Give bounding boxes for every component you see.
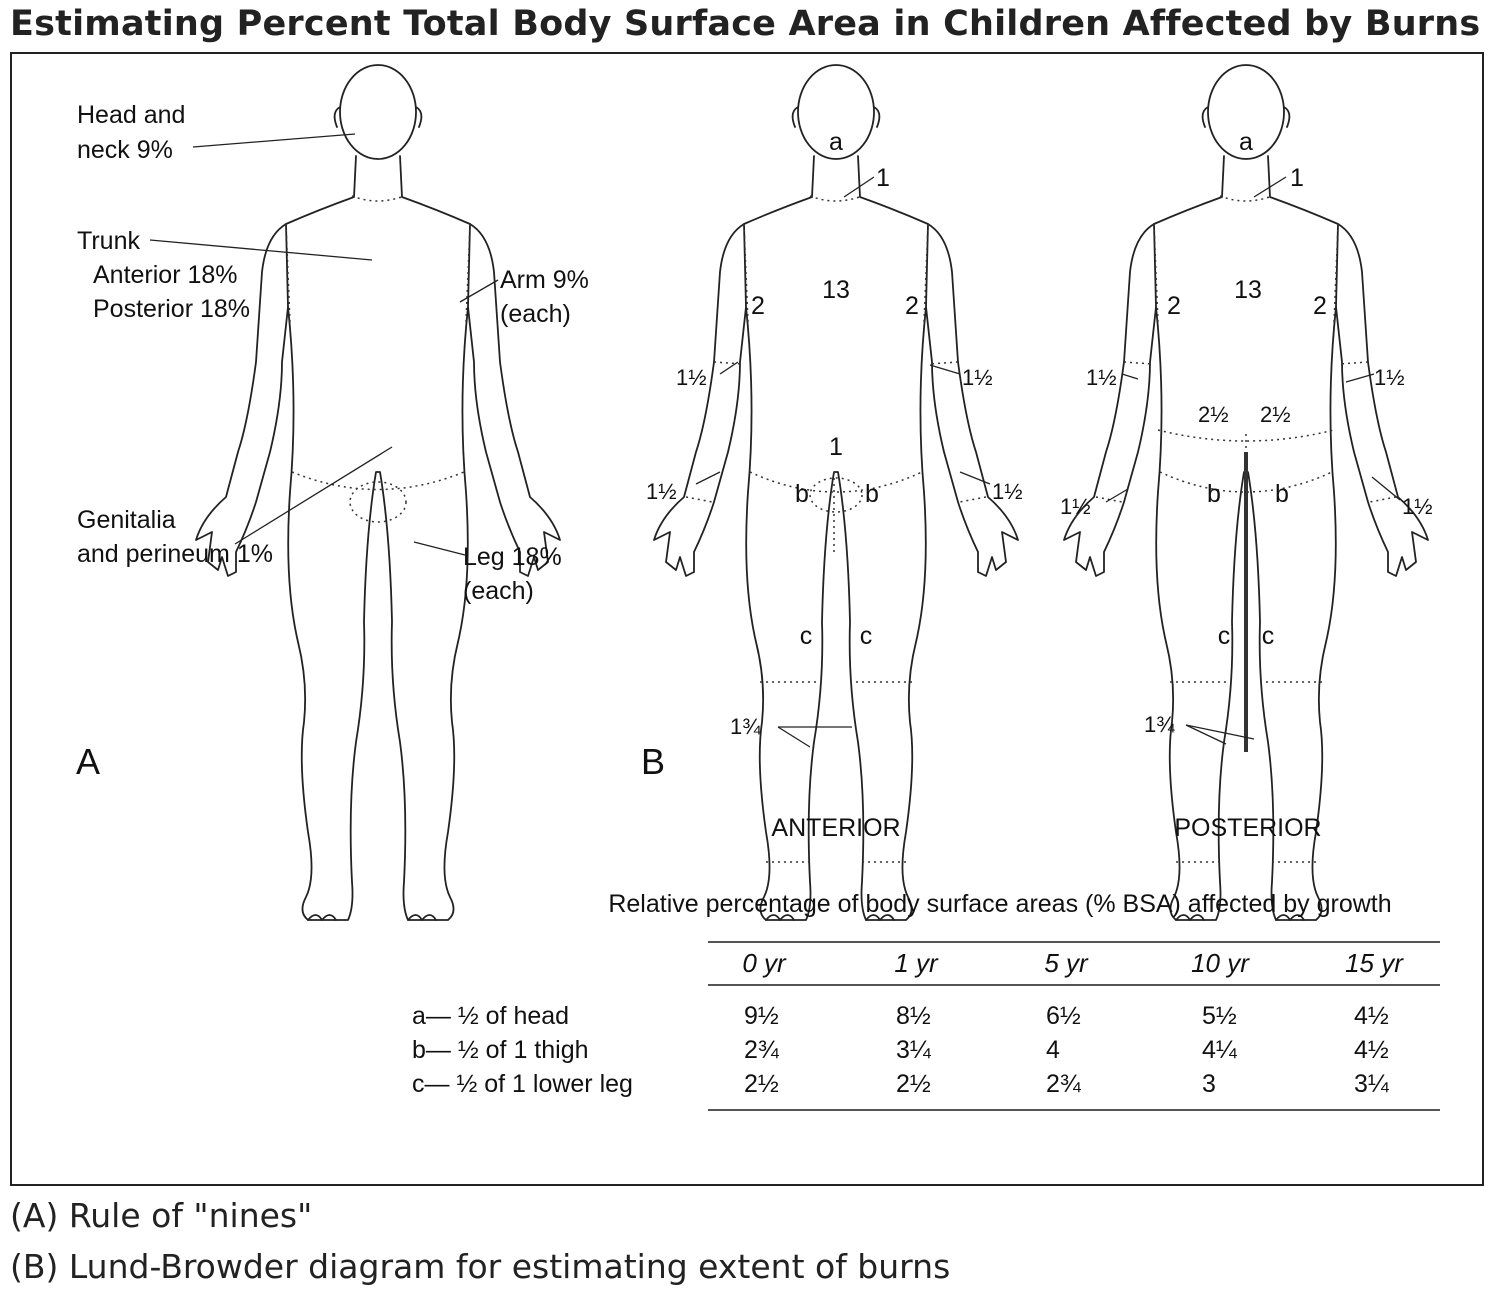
panel-a-letter: A <box>76 741 101 782</box>
anterior-region-forearm: 1½ <box>676 365 707 390</box>
posterior-region-upper-arm: 2 <box>1313 292 1327 320</box>
table-column-header: 10 yr <box>1191 948 1249 978</box>
posterior-region-forearm: 1½ <box>1374 365 1405 390</box>
table-cell: 2¾ <box>1046 1070 1081 1098</box>
panel-b-letter: B <box>641 741 666 782</box>
anterior-region-upper-arm: 2 <box>905 292 919 320</box>
anterior-region-hand: 1½ <box>992 479 1023 504</box>
anterior-region-trunk: 13 <box>822 276 850 304</box>
posterior-region-c: c <box>1217 622 1231 650</box>
posterior-region-trunk: 13 <box>1234 276 1262 304</box>
arm-each-label: (each) <box>500 300 571 328</box>
posterior-region-b: b <box>1207 480 1221 508</box>
leg-each-label: (each) <box>463 577 534 605</box>
growth-table <box>412 890 1440 1110</box>
posterior-region-hand: 1½ <box>1060 494 1091 519</box>
table-cell: 4½ <box>1354 1002 1389 1030</box>
posterior-region-buttock: 2½ <box>1260 402 1291 427</box>
leg-label: Leg 18% <box>463 543 562 571</box>
posterior-region-hand: 1½ <box>1402 494 1433 519</box>
table-cell: 8½ <box>896 1002 931 1030</box>
posterior-region-forearm: 1½ <box>1086 365 1117 390</box>
caption-b: (B) Lund-Browder diagram for estimating extent of burns <box>10 1247 951 1286</box>
posterior-view-label: POSTERIOR <box>1174 814 1322 842</box>
table-row-label: a— ½ of head <box>412 1002 570 1030</box>
table-cell: 4 <box>1046 1036 1060 1064</box>
posterior-region-b: b <box>1275 480 1289 508</box>
table-column-header: 5 yr <box>1044 948 1088 978</box>
table-column-header: 15 yr <box>1345 948 1403 978</box>
table-cell: 3¼ <box>1354 1070 1389 1098</box>
table-cell: 4½ <box>1354 1036 1389 1064</box>
anterior-figure <box>654 65 1018 920</box>
anterior-region-upper-arm: 2 <box>751 292 765 320</box>
anterior-region-b: b <box>865 480 879 508</box>
table-row-label: c— ½ of 1 lower leg <box>412 1070 633 1098</box>
table-cell: 3 <box>1202 1070 1216 1098</box>
anterior-region-forearm: 1½ <box>962 365 993 390</box>
anterior-region-genitalia: 1 <box>829 433 843 461</box>
table-cell: 2½ <box>744 1070 779 1098</box>
trunk-posterior-label: Posterior 18% <box>93 295 251 323</box>
anterior-region-a: a <box>829 128 843 156</box>
posterior-region-a: a <box>1239 128 1253 156</box>
table-cell: 3¼ <box>896 1036 931 1064</box>
anterior-region-b: b <box>795 480 809 508</box>
table-cell: 5½ <box>1202 1002 1237 1030</box>
table-column-header: 1 yr <box>894 948 938 978</box>
anterior-region-c: c <box>799 622 813 650</box>
anterior-region-c: c <box>859 622 873 650</box>
table-cell: 2¾ <box>744 1036 779 1064</box>
table-row-label: b— ½ of 1 thigh <box>412 1036 589 1064</box>
arm-label: Arm 9% <box>500 266 589 294</box>
table-cell: 9½ <box>744 1002 779 1030</box>
anterior-region-hand: 1½ <box>646 479 677 504</box>
table-cell: 6½ <box>1046 1002 1081 1030</box>
anterior-region-neck: 1 <box>876 164 890 192</box>
posterior-region-buttock: 2½ <box>1198 402 1229 427</box>
posterior-region-neck: 1 <box>1290 164 1304 192</box>
table-cell: 4¼ <box>1202 1036 1237 1064</box>
table-title: Relative percentage of body surface areas (% BSA) affected by growth <box>608 890 1392 918</box>
table-cell: 2½ <box>896 1070 931 1098</box>
rule-of-nines-figure <box>196 65 560 920</box>
posterior-figure <box>1064 65 1428 920</box>
burn-diagram-figure <box>10 52 1484 1186</box>
anterior-view-label: ANTERIOR <box>771 814 901 842</box>
anterior-region-foot: 1¾ <box>730 714 761 739</box>
table-column-header: 0 yr <box>742 948 786 978</box>
posterior-region-c: c <box>1261 622 1275 650</box>
caption-a: (A) Rule of "nines" <box>10 1196 313 1235</box>
posterior-region-foot: 1¾ <box>1144 712 1175 737</box>
page-title: Estimating Percent Total Body Surface Area in Children Affected by Burns <box>10 4 1481 44</box>
genitalia-perineum-label: and perineum 1% <box>77 540 273 568</box>
head-neck-label: neck 9% <box>77 136 173 164</box>
head-neck-label: Head and <box>77 101 186 129</box>
trunk-anterior-label: Anterior 18% <box>93 261 238 289</box>
genitalia-label: Genitalia <box>77 506 176 534</box>
posterior-region-upper-arm: 2 <box>1167 292 1181 320</box>
trunk-label: Trunk <box>77 227 140 255</box>
